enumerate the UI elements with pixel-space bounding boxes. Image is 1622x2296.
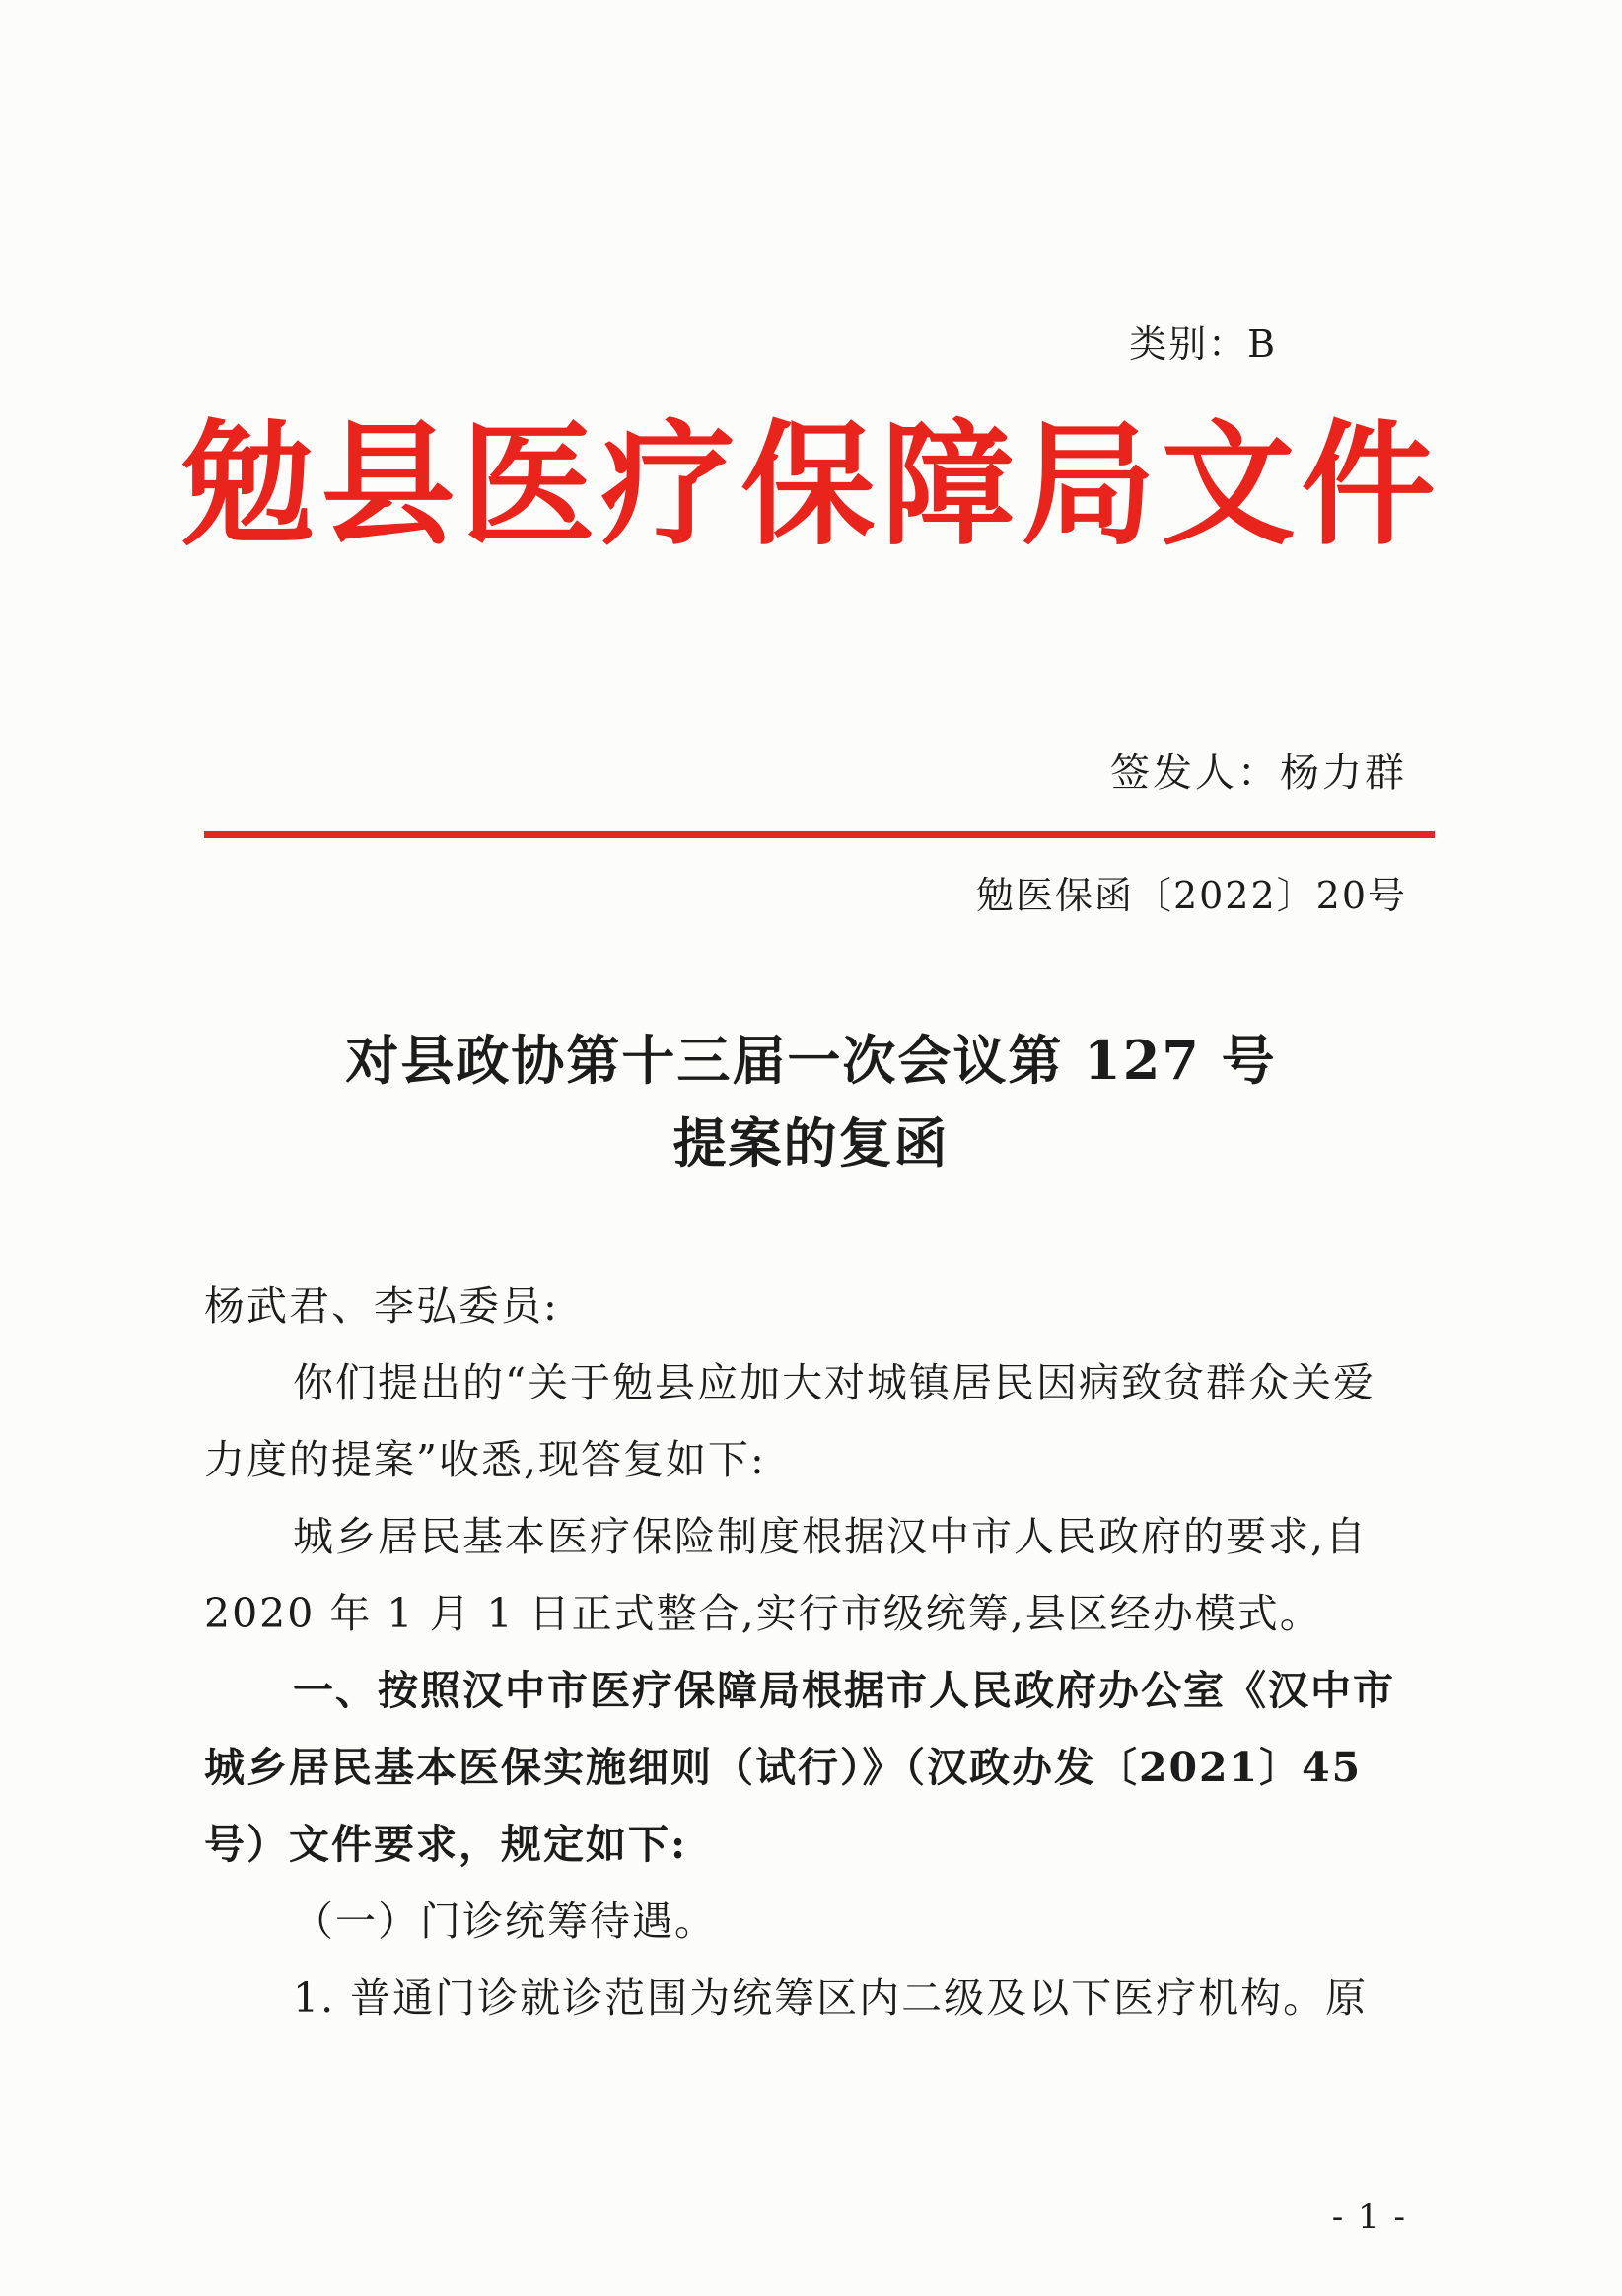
document-body (204, 1267, 1415, 2037)
section-heading-line: 一、按照汉中市医疗保障局根据市人民政府办公室《汉中市 (293, 1667, 1395, 1714)
category-label: 类别：B (1129, 323, 1277, 366)
title-line-2: 提案的复函 (672, 1112, 950, 1175)
subsection-heading: （一）门诊统筹待遇。 (293, 1898, 717, 1945)
document-title (0, 1019, 1622, 1184)
body-line: 城乡居民基本医疗保险制度根据汉中市人民政府的要求,自 (293, 1513, 1369, 1560)
signer: 签发人：杨力群 (1110, 751, 1407, 796)
document-header-title: 勉县医疗保障局文件 (180, 408, 1442, 564)
section-heading-line: 城乡居民基本医保实施细则（试行）》（汉政办发〔2021〕45 (204, 1744, 1363, 1791)
page-number: - 1 - (1331, 2197, 1407, 2237)
section-heading-line: 号）文件要求，规定如下: (204, 1821, 688, 1868)
body-line: 力度的提案”收悉,现答复如下: (204, 1436, 766, 1483)
title-line-1: 对县政协第十三届一次会议第 127 号 (345, 1029, 1277, 1092)
salutation: 杨武君、李弘委员: (204, 1282, 559, 1329)
body-line: 2020 年 1 月 1 日正式整合,实行市级统筹,县区经办模式。 (204, 1590, 1322, 1637)
document-number: 勉医保函〔2022〕20号 (975, 874, 1407, 917)
red-divider (204, 831, 1435, 838)
body-line: 1. 普通门诊就诊范围为统筹区内二级及以下医疗机构。原 (293, 1974, 1369, 2022)
body-line: 你们提出的“关于勉县应加大对城镇居民因病致贫群众关爱 (293, 1359, 1375, 1406)
